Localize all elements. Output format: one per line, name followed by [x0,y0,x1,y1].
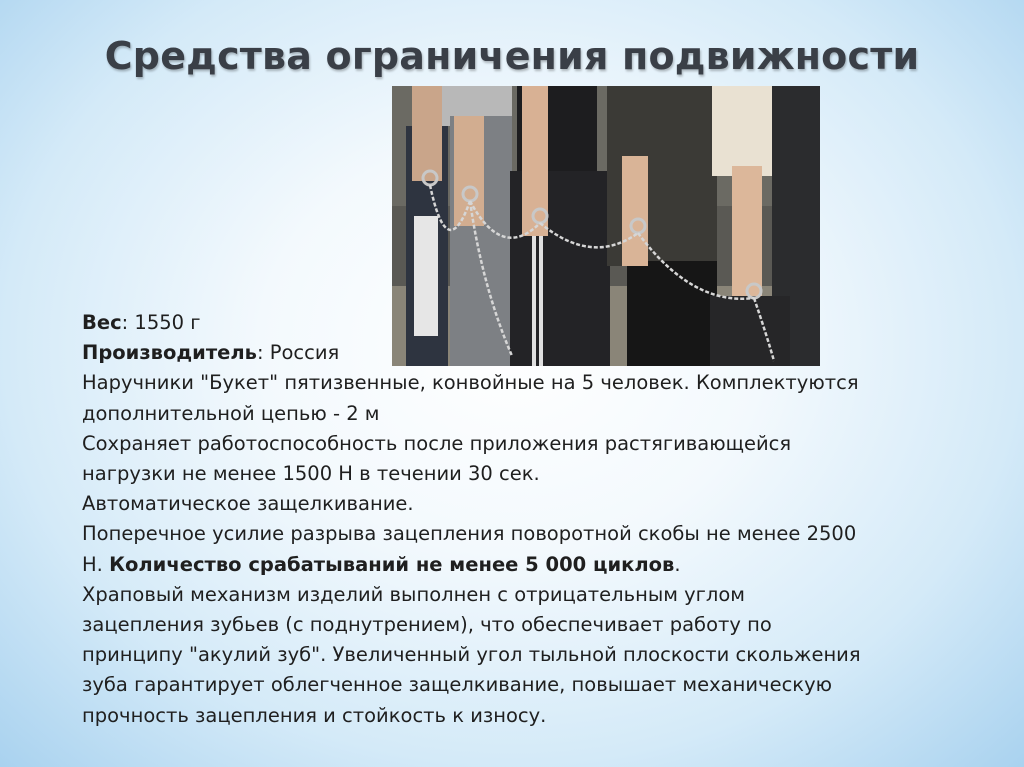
maker-line [82,338,982,368]
paragraph-4-line-2 [82,550,982,580]
paragraph-2-line-1: Сохраняет работоспособность после приложения растягивающейся [82,431,792,455]
paragraph-3: Автоматическое защелкивание. [82,492,414,516]
paragraph-1-line-1: Наручники "Букет" пятизвенные, конвойные на 5 человек. Комплектуются [82,371,859,395]
paragraph-2-line-2: нагрузки не менее 1500 Н в течении 30 сек. [82,462,540,486]
paragraph-5-line-4: зуба гарантирует облегченное защелкивание, повышает механическую [82,673,833,697]
cycles-highlight: Количество срабатываний не менее 5 000 циклов [109,552,675,576]
paragraph-4-end: . [674,552,681,576]
maker-value: : Россия [256,341,340,365]
weight-value: : 1550 г [121,311,201,334]
paragraph-5-line-2: зацепления зубьев (с поднутрением), что обеспечивает работу по [82,613,772,637]
paragraph-5-line-5: прочность зацепления и стойкость к износу. [82,703,547,727]
maker-label: Производитель [82,341,257,365]
paragraph-4-line-1: Поперечное усилие разрыва зацепления поворотной скобы не менее 2500 [82,522,857,546]
weight-line [82,308,982,338]
weight-label: Вес [82,311,122,334]
paragraph-5-line-1: Храповый механизм изделий выполнен с отрицательным углом [82,582,746,606]
slide-title: Средства ограничения подвижности [104,34,920,78]
paragraph-5-line-3: принципу "акулий зуб". Увеличенный угол тыльной плоскости скольжения [82,643,861,667]
paragraph-4-start: Н. [82,552,110,576]
paragraph-1-line-2: дополнительной цепью - 2 м [82,401,380,425]
spec-text-block [82,308,982,731]
